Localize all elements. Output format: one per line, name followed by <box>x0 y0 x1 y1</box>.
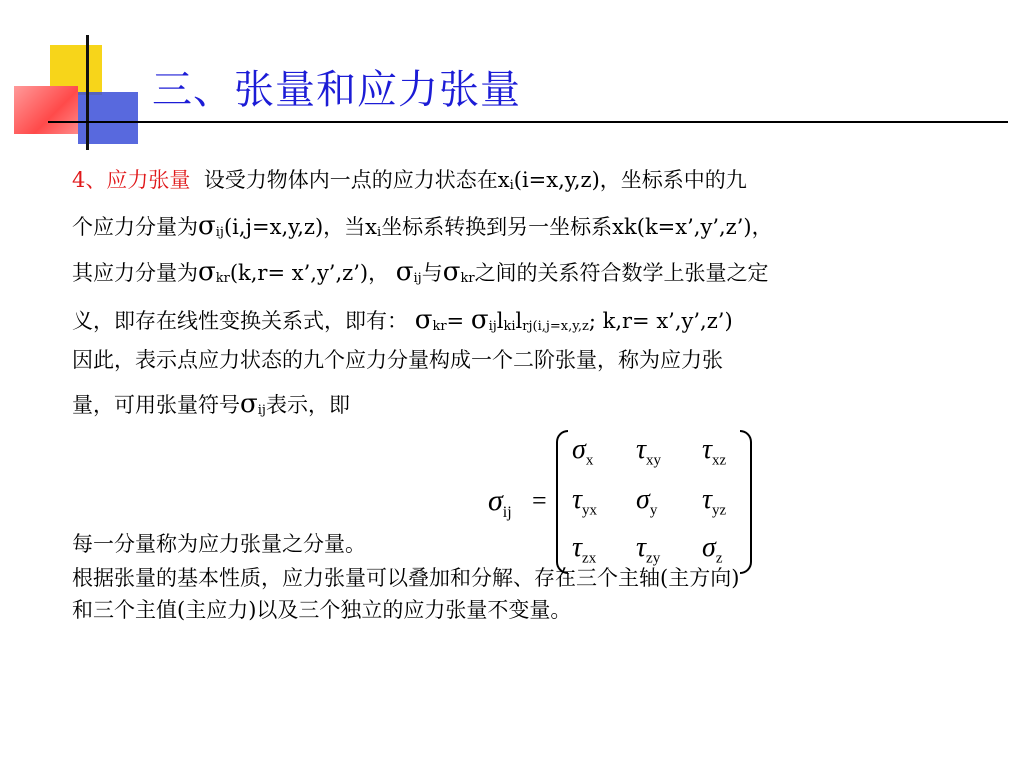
text: 和三个主值(主应力)以及三个独立的应力张量不变量。 <box>72 598 572 622</box>
text: = <box>446 309 471 333</box>
text: 设受力物体内一点的应力状态在x <box>203 168 510 192</box>
subscript: ij <box>413 271 422 286</box>
text: (i=x,y,z)，坐标系中的九 <box>513 168 747 192</box>
text-line-9 <box>72 596 571 624</box>
subscript: yz <box>712 502 727 519</box>
text: 坐标系转换到另一坐标系xk(k=x’,y’,z’)， <box>381 215 773 239</box>
sigma-symbol: σ <box>395 257 414 287</box>
matrix-cell <box>702 484 726 520</box>
text: 个应力分量为 <box>72 215 198 239</box>
right-bracket <box>740 430 752 574</box>
subscript: yx <box>582 502 598 519</box>
symbol: σ <box>636 484 650 515</box>
matrix-cell <box>702 434 726 470</box>
symbol: τ <box>572 484 583 515</box>
sigma-symbol: σ <box>240 389 258 419</box>
text-line-3 <box>72 258 769 293</box>
text: 义，即存在线性变换关系式，即有： <box>72 309 415 333</box>
symbol: τ <box>636 532 647 563</box>
subscript: ij <box>502 504 512 521</box>
subscript: z <box>715 550 723 567</box>
matrix-cell <box>636 484 657 520</box>
symbol: σ <box>572 434 586 465</box>
text-line-4 <box>72 306 733 341</box>
symbol: τ <box>702 484 713 515</box>
text: 根据张量的基本性质，应力张量可以叠加和分解、存在三个主轴(主方向) <box>72 566 740 590</box>
subscript: ij <box>257 403 266 418</box>
sigma-symbol: σ <box>198 211 216 241</box>
page-title: 三、张量和应力张量 <box>152 67 521 113</box>
subscript: zy <box>646 550 661 567</box>
subscript: ki <box>503 319 516 334</box>
symbol: τ <box>702 434 713 465</box>
subscript: kr <box>215 271 230 286</box>
section-label: 4、应力张量 <box>72 168 191 192</box>
text: 每一分量称为应力张量之分量。 <box>72 532 366 556</box>
text: 表示，即 <box>265 393 350 417</box>
symbol: τ <box>572 532 583 563</box>
subscript: i <box>509 178 514 193</box>
symbol: τ <box>636 434 647 465</box>
subscript: ij <box>215 225 224 240</box>
matrix-cell <box>636 434 661 470</box>
decor-vertical-line <box>86 35 89 150</box>
decor-red-square <box>14 86 78 134</box>
sigma-symbol: σ <box>198 257 216 287</box>
subscript: zx <box>582 550 597 567</box>
matrix-cell <box>636 532 660 568</box>
subscript: i <box>377 225 382 240</box>
subscript: (i,j=x,y,z <box>532 319 589 334</box>
matrix-cell <box>572 532 596 568</box>
text: l <box>496 309 504 333</box>
sigma-symbol: σ <box>442 257 461 287</box>
sigma-symbol: σ <box>470 305 489 335</box>
matrix-cell <box>702 532 722 568</box>
text: 因此，表示点应力状态的九个应力分量构成一个二阶张量，称为应力张 <box>72 348 723 372</box>
text: ; k,r= x’,y’,z’) <box>588 309 733 333</box>
text-line-7 <box>72 530 366 558</box>
sigma-symbol: σ <box>488 484 503 517</box>
text-line-8 <box>72 564 739 592</box>
text: 与 <box>421 261 443 285</box>
subscript: ij <box>488 319 497 334</box>
subscript: xz <box>712 452 727 469</box>
text: l <box>515 309 523 333</box>
equals-sign: = <box>532 486 547 515</box>
subscript: kr <box>432 319 447 334</box>
text-line-6 <box>72 390 350 425</box>
sigma-symbol: σ <box>414 305 433 335</box>
matrix-lhs <box>488 484 512 522</box>
title-underline <box>48 121 1008 123</box>
text: (k,r= x’,y’,z’)， <box>229 261 396 285</box>
text: 其应力分量为 <box>72 261 198 285</box>
subscript: x <box>585 452 594 469</box>
text-line-1 <box>72 166 747 200</box>
subscript: y <box>649 502 658 519</box>
matrix-cell <box>572 434 593 470</box>
text: 之间的关系符合数学上张量之定 <box>474 261 769 285</box>
subscript: xy <box>646 452 662 469</box>
subscript: kr <box>460 271 475 286</box>
symbol: σ <box>702 532 716 563</box>
matrix-cell <box>572 484 597 520</box>
text-line-5 <box>72 346 723 374</box>
text: 量，可用张量符号 <box>72 393 240 417</box>
left-bracket <box>556 430 568 574</box>
subscript: rj <box>522 319 533 334</box>
text-line-2 <box>72 212 773 247</box>
text: (i,j=x,y,z)，当x <box>223 215 378 239</box>
stress-tensor-matrix <box>488 426 768 574</box>
